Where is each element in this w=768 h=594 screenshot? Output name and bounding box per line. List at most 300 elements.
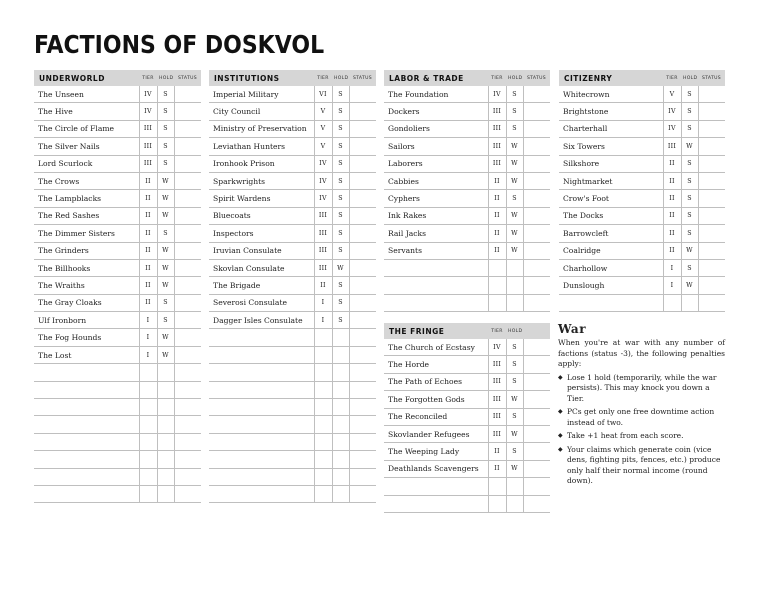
diamond-bullet-icon: ◆ xyxy=(558,408,563,415)
faction-tier xyxy=(314,468,332,485)
faction-hold: S xyxy=(332,138,349,155)
faction-status xyxy=(523,120,550,137)
tier-header: TIER xyxy=(663,70,681,86)
faction-tier: I xyxy=(314,312,332,329)
faction-status xyxy=(349,485,376,502)
faction-status xyxy=(698,155,725,172)
faction-name: Skovlander Refugees xyxy=(384,425,488,442)
blank-row xyxy=(34,364,201,381)
faction-hold: S xyxy=(681,120,698,137)
faction-hold: W xyxy=(157,259,174,276)
faction-row xyxy=(34,329,201,346)
faction-status xyxy=(349,207,376,224)
faction-tier: III xyxy=(139,138,157,155)
status-header: STATUS xyxy=(174,70,201,86)
faction-status xyxy=(174,364,201,381)
faction-hold: W xyxy=(157,172,174,189)
faction-hold: S xyxy=(157,86,174,103)
faction-hold: S xyxy=(332,155,349,172)
faction-name: The Horde xyxy=(384,356,488,373)
war-penalty-list xyxy=(558,373,725,487)
faction-row xyxy=(34,120,201,137)
faction-row xyxy=(209,259,376,276)
faction-name: Ulf Ironborn xyxy=(34,312,139,329)
faction-tier xyxy=(139,468,157,485)
faction-status xyxy=(174,242,201,259)
blank-row xyxy=(209,381,376,398)
faction-tier: III xyxy=(488,103,506,120)
faction-name xyxy=(34,399,139,416)
faction-status xyxy=(174,451,201,468)
faction-name: Laborers xyxy=(384,155,488,172)
faction-status xyxy=(174,259,201,276)
faction-tier xyxy=(314,329,332,346)
faction-name: Charterhall xyxy=(559,120,663,137)
faction-status xyxy=(698,120,725,137)
faction-name: The Path of Echoes xyxy=(384,373,488,390)
faction-tier: II xyxy=(139,242,157,259)
faction-tier xyxy=(314,451,332,468)
faction-name: Gondoliers xyxy=(384,120,488,137)
faction-row xyxy=(559,138,725,155)
faction-status xyxy=(174,103,201,120)
faction-status xyxy=(698,138,725,155)
faction-status xyxy=(174,172,201,189)
faction-hold: W xyxy=(506,207,523,224)
tier-header: TIER xyxy=(488,323,506,339)
status-header: STATUS xyxy=(349,70,376,86)
faction-hold xyxy=(506,259,523,276)
war-rules xyxy=(558,322,725,490)
faction-name xyxy=(209,364,314,381)
faction-row xyxy=(209,172,376,189)
faction-tier: II xyxy=(314,277,332,294)
faction-status xyxy=(523,339,550,356)
faction-tier xyxy=(314,364,332,381)
war-heading: War xyxy=(558,322,587,336)
faction-tier: II xyxy=(139,172,157,189)
faction-tier xyxy=(139,433,157,450)
faction-status xyxy=(698,259,725,276)
faction-name: Cyphers xyxy=(384,190,488,207)
faction-hold: S xyxy=(681,259,698,276)
faction-tier xyxy=(314,399,332,416)
faction-tier xyxy=(139,399,157,416)
faction-hold xyxy=(157,451,174,468)
faction-name xyxy=(209,433,314,450)
faction-hold xyxy=(157,485,174,502)
faction-tier xyxy=(139,485,157,502)
hold-header: HOLD xyxy=(506,70,523,86)
faction-hold: S xyxy=(681,155,698,172)
faction-name: Spirit Wardens xyxy=(209,190,314,207)
faction-hold: S xyxy=(681,225,698,242)
faction-name: The Dimmer Sisters xyxy=(34,225,139,242)
faction-name xyxy=(209,468,314,485)
faction-tier: V xyxy=(314,138,332,155)
faction-name xyxy=(209,416,314,433)
faction-tier: IV xyxy=(314,172,332,189)
blank-row xyxy=(209,416,376,433)
faction-name: Lord Scurlock xyxy=(34,155,139,172)
faction-tier: IV xyxy=(663,103,681,120)
faction-status xyxy=(349,468,376,485)
faction-tier: III xyxy=(488,408,506,425)
faction-hold: S xyxy=(681,86,698,103)
faction-hold: S xyxy=(157,312,174,329)
faction-tier: III xyxy=(488,138,506,155)
faction-status xyxy=(349,86,376,103)
blank-row xyxy=(209,329,376,346)
faction-status xyxy=(523,425,550,442)
faction-hold: S xyxy=(332,190,349,207)
blank-row xyxy=(384,259,550,276)
blank-row xyxy=(209,468,376,485)
faction-name xyxy=(34,364,139,381)
faction-status xyxy=(174,120,201,137)
faction-row xyxy=(209,86,376,103)
faction-name: Deathlands Scavengers xyxy=(384,460,488,477)
faction-hold: S xyxy=(332,172,349,189)
faction-hold: W xyxy=(506,242,523,259)
faction-hold xyxy=(157,381,174,398)
faction-name xyxy=(209,381,314,398)
faction-tier: III xyxy=(663,138,681,155)
faction-name: Rail Jacks xyxy=(384,225,488,242)
war-penalty-item: ◆ Lose 1 hold (temporarily, while the war persists). This may knock you down a Tier. xyxy=(558,372,717,403)
faction-name: Six Towers xyxy=(559,138,663,155)
war-penalty-item: ◆ Your claims which generate coin (vice dens, fighting pits, fences, etc.) produce only half their normal income (round down). xyxy=(558,444,721,485)
faction-name: Dagger Isles Consulate xyxy=(209,312,314,329)
faction-tier: III xyxy=(314,242,332,259)
faction-name: Leviathan Hunters xyxy=(209,138,314,155)
faction-tier: IV xyxy=(488,86,506,103)
faction-name xyxy=(384,478,488,495)
blank-row xyxy=(209,364,376,381)
hold-header: HOLD xyxy=(506,323,523,339)
faction-name: Coalridge xyxy=(559,242,663,259)
war-intro: When you're at war with any number of factions (status -3), the following penalties apply: xyxy=(558,338,725,368)
faction-status xyxy=(523,373,550,390)
faction-name: The Foundation xyxy=(384,86,488,103)
faction-row xyxy=(559,207,725,224)
faction-hold: S xyxy=(157,225,174,242)
faction-row xyxy=(34,312,201,329)
faction-tier xyxy=(314,485,332,502)
faction-row xyxy=(34,138,201,155)
faction-tier xyxy=(663,294,681,311)
faction-row xyxy=(209,138,376,155)
faction-row xyxy=(34,103,201,120)
institutions-table xyxy=(209,70,376,503)
faction-status xyxy=(349,259,376,276)
faction-tier: IV xyxy=(663,120,681,137)
faction-status xyxy=(523,225,550,242)
faction-tier: II xyxy=(663,225,681,242)
faction-status xyxy=(523,138,550,155)
faction-status xyxy=(349,294,376,311)
faction-tier: IV xyxy=(488,339,506,356)
faction-hold xyxy=(506,495,523,512)
faction-name xyxy=(34,485,139,502)
blank-row xyxy=(34,416,201,433)
faction-hold: S xyxy=(332,225,349,242)
faction-tier: I xyxy=(314,294,332,311)
citizenry-table xyxy=(559,70,725,312)
faction-row xyxy=(384,138,550,155)
faction-row xyxy=(34,259,201,276)
faction-tier: I xyxy=(139,312,157,329)
faction-hold: S xyxy=(506,373,523,390)
blank-row xyxy=(209,399,376,416)
faction-row xyxy=(34,207,201,224)
faction-row xyxy=(34,155,201,172)
faction-name xyxy=(384,495,488,512)
faction-row xyxy=(384,242,550,259)
faction-status xyxy=(349,433,376,450)
faction-row xyxy=(384,207,550,224)
faction-hold: S xyxy=(332,294,349,311)
faction-status xyxy=(349,364,376,381)
faction-status xyxy=(349,416,376,433)
faction-status xyxy=(349,346,376,363)
faction-tier: III xyxy=(314,207,332,224)
faction-tier: II xyxy=(488,172,506,189)
blank-row xyxy=(34,468,201,485)
faction-row xyxy=(34,225,201,242)
faction-status xyxy=(174,155,201,172)
faction-name xyxy=(34,416,139,433)
faction-name: Cabbies xyxy=(384,172,488,189)
faction-row xyxy=(559,103,725,120)
faction-hold xyxy=(506,478,523,495)
faction-tier: III xyxy=(488,120,506,137)
faction-name xyxy=(384,259,488,276)
faction-status xyxy=(349,399,376,416)
faction-row xyxy=(384,120,550,137)
faction-status xyxy=(174,485,201,502)
faction-hold: S xyxy=(332,312,349,329)
citizenry-heading: CITIZENRY xyxy=(559,70,663,86)
faction-tier: V xyxy=(314,120,332,137)
faction-hold xyxy=(681,294,698,311)
faction-tier: II xyxy=(139,225,157,242)
faction-hold: S xyxy=(332,242,349,259)
faction-row xyxy=(384,373,550,390)
faction-hold xyxy=(157,433,174,450)
faction-hold xyxy=(157,468,174,485)
fringe-table xyxy=(384,323,550,513)
faction-status xyxy=(523,460,550,477)
faction-tier xyxy=(488,495,506,512)
faction-row xyxy=(209,120,376,137)
faction-status xyxy=(698,294,725,311)
status-header: STATUS xyxy=(698,70,725,86)
faction-hold xyxy=(332,485,349,502)
faction-status xyxy=(174,346,201,363)
faction-status xyxy=(349,138,376,155)
faction-name: Bluecoats xyxy=(209,207,314,224)
faction-hold: W xyxy=(157,242,174,259)
faction-row xyxy=(209,312,376,329)
faction-name: The Church of Ecstasy xyxy=(384,339,488,356)
faction-hold: S xyxy=(506,443,523,460)
faction-name xyxy=(384,277,488,294)
faction-status xyxy=(349,103,376,120)
faction-hold: W xyxy=(506,155,523,172)
faction-hold xyxy=(332,364,349,381)
faction-name: Nightmarket xyxy=(559,172,663,189)
faction-hold: W xyxy=(506,425,523,442)
war-penalty-item: ◆ PCs get only one free downtime action instead of two. xyxy=(558,407,715,427)
faction-status xyxy=(523,294,550,311)
faction-name: The Forgotten Gods xyxy=(384,391,488,408)
faction-name: The Wraiths xyxy=(34,277,139,294)
faction-tier: III xyxy=(488,373,506,390)
institutions-heading: INSTITUTIONS xyxy=(209,70,314,86)
faction-hold xyxy=(332,346,349,363)
faction-name xyxy=(34,433,139,450)
faction-name: Sparkwrights xyxy=(209,172,314,189)
faction-hold: W xyxy=(681,138,698,155)
faction-tier xyxy=(488,259,506,276)
faction-name: Ministry of Preservation xyxy=(209,120,314,137)
faction-status xyxy=(698,277,725,294)
blank-row xyxy=(209,433,376,450)
faction-hold: W xyxy=(157,346,174,363)
faction-status xyxy=(174,312,201,329)
faction-status xyxy=(698,207,725,224)
faction-name: Imperial Military xyxy=(209,86,314,103)
faction-tier: II xyxy=(488,242,506,259)
faction-name: Dockers xyxy=(384,103,488,120)
faction-row xyxy=(209,155,376,172)
faction-name: The Lost xyxy=(34,346,139,363)
faction-status xyxy=(349,451,376,468)
faction-hold: S xyxy=(157,294,174,311)
faction-tier xyxy=(314,381,332,398)
faction-status xyxy=(174,381,201,398)
blank-row xyxy=(34,381,201,398)
faction-status xyxy=(174,207,201,224)
faction-name: Dunslough xyxy=(559,277,663,294)
faction-row xyxy=(384,391,550,408)
faction-name: The Circle of Flame xyxy=(34,120,139,137)
faction-hold: W xyxy=(332,259,349,276)
faction-status xyxy=(349,242,376,259)
faction-status xyxy=(349,312,376,329)
faction-hold: W xyxy=(506,460,523,477)
diamond-bullet-icon: ◆ xyxy=(558,432,563,439)
faction-name: Charhollow xyxy=(559,259,663,276)
faction-name: The Gray Cloaks xyxy=(34,294,139,311)
faction-hold xyxy=(332,433,349,450)
hold-header: HOLD xyxy=(157,70,174,86)
faction-name xyxy=(34,468,139,485)
faction-tier xyxy=(488,294,506,311)
faction-tier: I xyxy=(663,259,681,276)
faction-row xyxy=(34,172,201,189)
faction-tier: II xyxy=(663,172,681,189)
page-title: FACTIONS OF DOSKVOL xyxy=(34,30,325,59)
faction-tier: II xyxy=(139,259,157,276)
faction-hold: W xyxy=(157,329,174,346)
underworld-table xyxy=(34,70,201,503)
faction-hold: W xyxy=(506,138,523,155)
faction-tier: II xyxy=(488,443,506,460)
faction-row xyxy=(384,408,550,425)
faction-row xyxy=(559,259,725,276)
faction-name: Skovlan Consulate xyxy=(209,259,314,276)
faction-name xyxy=(559,294,663,311)
blank-row xyxy=(559,294,725,311)
fringe-heading: THE FRINGE xyxy=(384,323,488,339)
faction-tier: II xyxy=(139,294,157,311)
faction-hold: S xyxy=(506,190,523,207)
faction-tier xyxy=(139,451,157,468)
faction-tier: III xyxy=(488,425,506,442)
tier-header: TIER xyxy=(314,70,332,86)
faction-tier: I xyxy=(139,329,157,346)
faction-name: Iruvian Consulate xyxy=(209,242,314,259)
faction-row xyxy=(559,120,725,137)
faction-status xyxy=(698,225,725,242)
faction-tier xyxy=(139,416,157,433)
faction-hold xyxy=(332,416,349,433)
faction-tier xyxy=(314,433,332,450)
faction-hold: W xyxy=(506,225,523,242)
faction-hold: S xyxy=(681,207,698,224)
faction-hold xyxy=(332,468,349,485)
labor-trade-heading: LABOR & TRADE xyxy=(384,70,488,86)
faction-name: The Fog Hounds xyxy=(34,329,139,346)
blank-row xyxy=(384,294,550,311)
faction-row xyxy=(34,86,201,103)
faction-tier: II xyxy=(663,242,681,259)
faction-tier xyxy=(139,364,157,381)
faction-row xyxy=(34,346,201,363)
faction-hold: S xyxy=(332,103,349,120)
faction-row xyxy=(559,155,725,172)
faction-name xyxy=(209,346,314,363)
tier-header: TIER xyxy=(139,70,157,86)
faction-status xyxy=(349,190,376,207)
faction-name: The Grinders xyxy=(34,242,139,259)
blank-row xyxy=(384,277,550,294)
faction-status xyxy=(523,103,550,120)
faction-tier: II xyxy=(139,277,157,294)
faction-tier: IV xyxy=(139,103,157,120)
faction-tier xyxy=(314,416,332,433)
faction-row xyxy=(209,207,376,224)
blank-row xyxy=(384,495,550,512)
tier-header: TIER xyxy=(488,70,506,86)
faction-tier: VI xyxy=(314,86,332,103)
faction-name: The Red Sashes xyxy=(34,207,139,224)
faction-row xyxy=(209,242,376,259)
faction-status xyxy=(349,172,376,189)
faction-hold: S xyxy=(681,103,698,120)
faction-name: Severosi Consulate xyxy=(209,294,314,311)
faction-name xyxy=(209,399,314,416)
blank-row xyxy=(34,485,201,502)
faction-row xyxy=(384,225,550,242)
faction-status xyxy=(349,277,376,294)
faction-status xyxy=(523,356,550,373)
faction-tier: III xyxy=(314,259,332,276)
faction-tier xyxy=(139,381,157,398)
faction-hold xyxy=(332,329,349,346)
